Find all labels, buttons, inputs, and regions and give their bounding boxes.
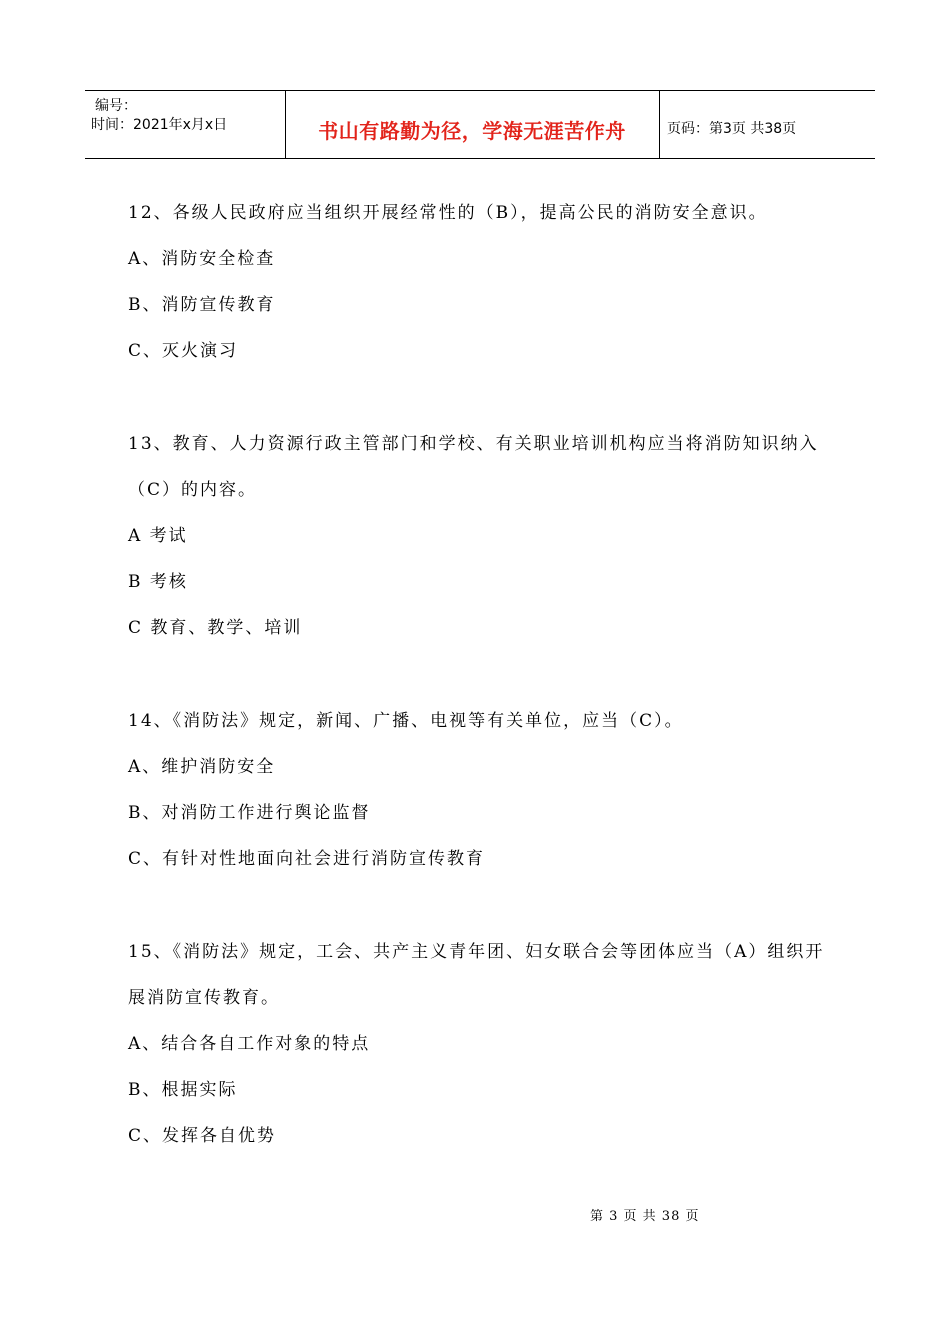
question-12-option-c: C、灭火演习 <box>128 341 239 361</box>
question-15-option-b: B、根据实际 <box>128 1080 238 1100</box>
question-15-stem-line-2: 展消防宣传教育。 <box>128 988 280 1008</box>
header-page-label: 页码：第3页 共38页 <box>667 120 797 137</box>
question-13-option-c: C 教育、教学、培训 <box>128 618 303 638</box>
question-15-option-a: A、结合各自工作对象的特点 <box>128 1034 371 1054</box>
date-label: 时间：2021年x月x日 <box>91 117 228 133</box>
motto-text: 书山有路勤为径，学海无涯苦作舟 <box>318 119 626 143</box>
header-page-cell <box>659 91 875 158</box>
question-13-option-b: B 考核 <box>128 572 188 592</box>
question-15-stem-line-1: 15、《消防法》规定，工会、共产主义青年团、妇女联合会等团体应当（A）组织开 <box>128 942 825 962</box>
question-13-stem-line-2: （C）的内容。 <box>128 480 258 500</box>
page-footer: 第 3 页 共 38 页 <box>590 1209 700 1224</box>
header-info-cell <box>85 91 286 158</box>
question-12-stem: 12、各级人民政府应当组织开展经常性的（B），提高公民的消防安全意识。 <box>128 203 768 223</box>
question-13-option-a: A 考试 <box>128 526 188 546</box>
question-14-stem: 14、《消防法》规定，新闻、广播、电视等有关单位，应当（C）。 <box>128 711 684 731</box>
question-15-option-c: C、发挥各自优势 <box>128 1126 277 1146</box>
question-14-option-b: B、对消防工作进行舆论监督 <box>128 803 371 823</box>
question-13-stem-line-1: 13、教育、人力资源行政主管部门和学校、有关职业培训机构应当将消防知识纳入 <box>128 434 819 454</box>
header-motto-cell <box>285 91 660 158</box>
question-14-option-c: C、有针对性地面向社会进行消防宣传教育 <box>128 849 486 869</box>
question-12-option-a: A、消防安全检查 <box>128 249 276 269</box>
page-header <box>85 90 875 159</box>
number-label: 编号： <box>95 98 137 114</box>
question-14-option-a: A、维护消防安全 <box>128 757 276 777</box>
question-12-option-b: B、消防宣传教育 <box>128 295 276 315</box>
